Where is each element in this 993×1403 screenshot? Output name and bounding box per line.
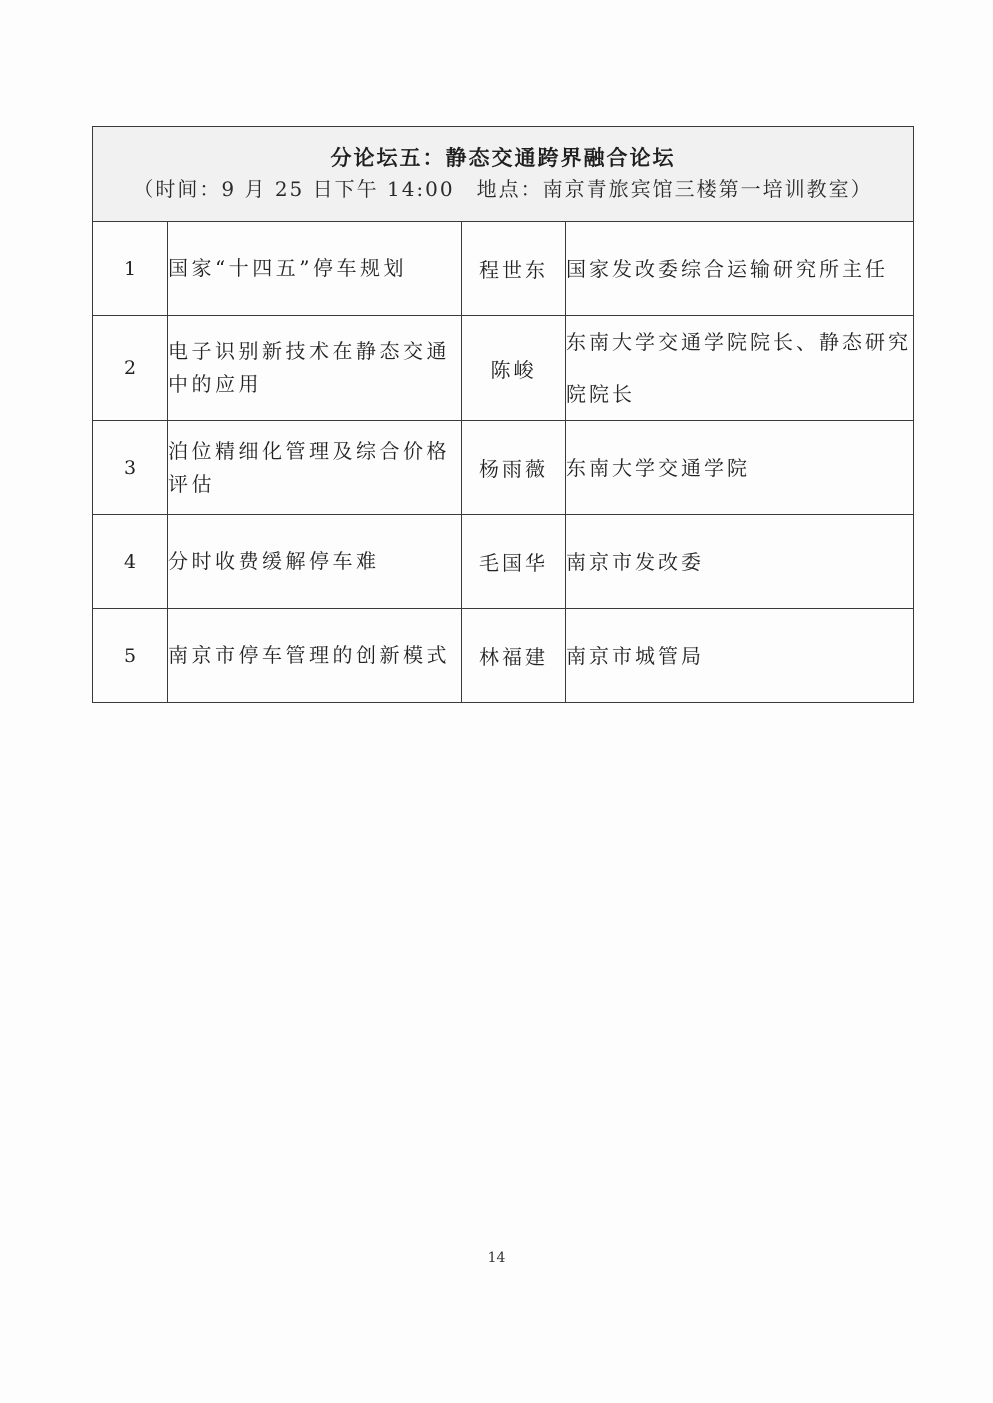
forum-title: 分论坛五：静态交通跨界融合论坛 <box>330 145 676 170</box>
row-number: 1 <box>93 222 168 316</box>
speaker-cell: 程世东 <box>462 222 566 316</box>
affiliation-cell: 南京市城管局 <box>566 609 914 703</box>
forum-header <box>93 127 914 222</box>
speaker-cell: 林福建 <box>462 609 566 703</box>
table-row <box>93 609 914 703</box>
topic-cell: 分时收费缓解停车难 <box>168 515 462 609</box>
speaker-cell: 毛国华 <box>462 515 566 609</box>
topic-cell: 国家“十四五”停车规划 <box>168 222 462 316</box>
affiliation-cell: 东南大学交通学院院长、静态研究院院长 <box>566 316 914 421</box>
row-number: 5 <box>93 609 168 703</box>
speaker-cell: 陈峻 <box>462 316 566 421</box>
topic-cell: 泊位精细化管理及综合价格评估 <box>168 421 462 515</box>
forum-schedule-table <box>92 126 914 703</box>
affiliation-cell: 国家发改委综合运输研究所主任 <box>566 222 914 316</box>
topic-cell: 电子识别新技术在静态交通中的应用 <box>168 316 462 421</box>
affiliation-cell: 南京市发改委 <box>566 515 914 609</box>
topic-cell: 南京市停车管理的创新模式 <box>168 609 462 703</box>
table-row <box>93 421 914 515</box>
table-row <box>93 222 914 316</box>
row-number: 4 <box>93 515 168 609</box>
row-number: 3 <box>93 421 168 515</box>
speaker-cell: 杨雨薇 <box>462 421 566 515</box>
table-row <box>93 316 914 421</box>
row-number: 2 <box>93 316 168 421</box>
affiliation-cell: 东南大学交通学院 <box>566 421 914 515</box>
forum-time-location: （时间：9 月 25 日下午 14:00 地点：南京青旅宾馆三楼第一培训教室） <box>133 177 873 201</box>
table-row <box>93 515 914 609</box>
page-number: 14 <box>487 1250 506 1266</box>
